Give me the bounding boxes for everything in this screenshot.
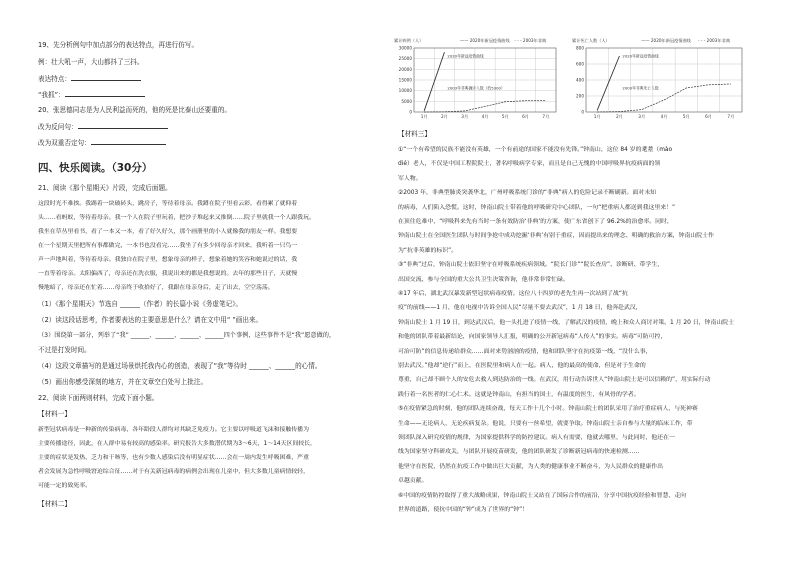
deaths-chart — [570, 36, 748, 124]
sub-question: （5）画出你感受深刻的地方，并在文章空白处写上批注。 — [38, 378, 208, 386]
question-20-rhetoric-line — [38, 122, 168, 131]
material-3-line: 为“抗非英雄的标识”。 — [398, 247, 458, 254]
x-tick-label: 6月 — [705, 114, 713, 119]
legend-entry: - - - 2003年非典 — [698, 38, 730, 43]
question-19-feature-line — [38, 74, 141, 83]
material-3-line: ①“一个有希望的民族不能没有英雄，一个有前途的国家不能没有先锋。”钟南山，这位 84 岁的耄耋（mào — [398, 147, 673, 153]
passage-line: 声一声地叫着，等待着母亲。我独自在院子里，想象母亲的样子，想象着她的笑容和她说过的话，我 — [38, 257, 298, 263]
confirmed-cases-chart — [392, 36, 562, 124]
x-tick-label: 3月 — [638, 114, 646, 119]
sub-question: （4）这段文章描写的是通过场景烘托我内心的创造，表现了“我”等待时 ______、______的心情。 — [38, 362, 322, 370]
series-line — [597, 84, 731, 112]
material-3-line: 的病毒，人们陷入恐慌。这时，钟南山院士带着他的呼吸研究中心团队，一句“把重病人都送到我这里来！” — [398, 204, 676, 211]
passage-line: 这段时光不难挨。我踢着一块破砖头，跳房子，等待着母亲。我蹲在院子里看云彩，看得累了就仰着 — [38, 201, 298, 207]
x-tick-label: 5月 — [501, 114, 509, 119]
answer-blank[interactable] — [71, 74, 141, 81]
material-3-line: 钟南山院士在全国医生团队与时间争抢中成功挖掘‘非典’有别于重症，因而提出来的理念、明确的救治方案，钟南山院士作 — [398, 233, 714, 240]
sub-question: （1）《那个星期天》节选自 ______（作者）的长篇小说《务虚笔记》。 — [38, 300, 243, 308]
x-tick-label: 2月 — [615, 114, 623, 119]
x-tick-label: 3月 — [461, 114, 469, 119]
material-3-line: ③“非典”过后，钟南山院士依旧坚守在呼吸系统疾病领域。“院长门诊”“院长查房”、诊断研、带学生， — [398, 262, 664, 269]
y-tick-label: 800 — [576, 45, 584, 51]
question-19: 19、先分析例句中加点部分的表达特点，再进行仿写。 — [38, 41, 199, 49]
right-column — [394, 0, 762, 562]
y-tick-label: 25000 — [398, 56, 412, 62]
sub-question: （3）围绕第一部分，列举了“我” ______、______、______、______四个事例，这些事件不是“我”愿意做的， — [38, 332, 336, 339]
answer-blank[interactable] — [91, 138, 166, 145]
material-3-line: 军人物。 — [398, 175, 422, 182]
answer-blank[interactable] — [65, 90, 145, 97]
material-3-line: ④17 年后，湖北武汉暴发新型冠状病毒疫情。这位八十四岁的老先生再一次站到了战“抗 — [398, 291, 628, 297]
x-tick-label: 1月 — [593, 114, 601, 119]
question-20-double-neg-line — [38, 138, 166, 147]
y-tick-label: 5000 — [401, 98, 412, 104]
material-3-line: 线为国家坚守科研攻关，与团队开展疫苗研发，他的团队研发了诊断新冠病毒的快速检测…… — [398, 449, 640, 456]
x-tick-label: 4月 — [660, 114, 668, 119]
x-tick-label: 2月 — [440, 114, 448, 119]
y-tick-label: 600 — [576, 61, 584, 67]
y-axis-label: 累计病例（人） — [394, 38, 424, 43]
material-3-line: 领团队深入研究疫情的规律，为国家提供科学的防控建议。病人有需要，他就去哪里，与此同时，他还在一 — [398, 435, 675, 441]
annotation: 2003年非典确诊人数（约5300） — [447, 85, 505, 91]
question-19-example: 例：壮大吼一声，大山都抖了三抖。 — [38, 58, 144, 66]
y-tick-label: 400 — [576, 77, 584, 83]
annotation: 2003年非典死亡人数 — [622, 85, 659, 91]
passage-line: 者会发展为急性呼吸窘迫综合征……对于有关新冠病毒的病例会出现在儿童中，但大多数儿童病情较轻， — [38, 469, 309, 475]
material-3-line: 世界的道路，使抗中国的“钟”成为了世界的“钟”！ — [398, 507, 529, 513]
annotation: 2020年新冠疫情曲线 — [447, 53, 484, 59]
series-line — [424, 101, 546, 112]
material-3-line: 尊重，自己却不顾个人的安危去救人到达防治的一线。在武汉，用行动告诉世人“钟南山院士是可以信赖的”，用实际行动 — [398, 377, 711, 384]
material-3-line: 出国交流、参与全国的重大公共卫生决策咨询，他非常非常忙碌。 — [398, 276, 569, 283]
sub-question: 不过是打发时间。 — [38, 346, 91, 354]
y-tick-label: 15000 — [398, 77, 412, 83]
legend-entry: —— 2020年新冠疫情曲线 — [460, 38, 510, 43]
y-tick-label: 10000 — [398, 88, 412, 94]
passage-line: 新型冠状病毒是一种新的传染病毒，各年龄段人群均对其缺乏免疫力。它主要以呼吸道飞沫和接触传播为 — [38, 427, 309, 433]
material-3-line: 卓越贡献。 — [398, 478, 428, 485]
question-19-imitate-line — [38, 90, 145, 99]
material-3-line: 他坚守在医院，仍然在抗疫工作中做出巨大贡献，为人类的健康事业不断奋斗，为人民群众的健康作出 — [398, 463, 664, 470]
x-tick-label: 7月 — [542, 114, 550, 119]
x-tick-label: 5月 — [682, 114, 690, 119]
y-tick-label: 30000 — [398, 45, 412, 51]
material-3-label: 【材料三】 — [398, 130, 431, 138]
section-4-heading: 四、快乐阅读。（30分） — [38, 162, 153, 174]
material-3-line: 疫”的前线——1 月，他在电视中告诉全国人民“尽量不要去武汉”，1 月 18 日，他奔赴武汉， — [398, 305, 642, 312]
legend-entry: —— 2020年新冠疫情曲线 — [641, 38, 691, 43]
question-22: 22、阅读下面两则材料，完成下面小题。 — [38, 394, 159, 402]
material-3-line: 和他的团队带着最新结论，向国家领导人汇报，明确的公开新冠病毒“人传人”的事实。病毒“可防可控， — [398, 334, 667, 341]
imitate-label: “我抓”： — [38, 91, 65, 99]
material-1-label: 【材料一】 — [38, 410, 71, 418]
passage-line: 在一个星期天里把所有事都做完，一本书也没看完……我坐了有多少回母亲才回来，我听着一只鸟一 — [38, 243, 298, 249]
material-3-line: ⑤在疫情紧急的时刻，他的团队连续奋战，每天工作十几个小时。钟南山院士的团队采用了治疗重症病人，与死神赛 — [398, 406, 698, 413]
question-20: 20、张思德同志是为人民利益而死的，他的死是比泰山还要重的。 — [38, 106, 232, 114]
chart-svg — [392, 36, 562, 124]
rhetoric-label: 改为反问句： — [38, 123, 78, 131]
sub-question: （2）读这段话思考，作者要表达的主要意思是什么？请在文中用“ ”画出来。 — [38, 316, 263, 324]
y-tick-label: 20000 — [398, 66, 412, 72]
legend-entry: - - - 2003年非典 — [514, 38, 547, 43]
x-tick-label: 7月 — [727, 114, 735, 119]
material-3-line: 可治可防”的信息传递给群众……面对来势汹汹的疫情，他和团队坚守在抗疫第一线，“没什么事， — [398, 348, 652, 355]
y-axis-label: 累计死亡人数（人） — [572, 38, 610, 43]
material-3-line: 在顶住危难中，“呼吸科来先有当时一条有效防治‘非典’的方案，使广东省创下了 96.2%的治愈率。同时， — [398, 219, 673, 225]
material-3-line: 践行着一名医者的仁心仁术。这就是钟南山，有担当的国士，有温度的医生，有风骨的学者。 — [398, 391, 640, 398]
chart-svg — [570, 36, 748, 124]
y-tick-label: 200 — [576, 93, 584, 99]
x-tick-label: 6月 — [522, 114, 530, 119]
left-column — [38, 0, 368, 562]
material-3-line: 别去武汉。”他却“逆行”而上，在医院里和病人在一起。病人，他的最高的使命，但是对于生命的 — [398, 363, 646, 369]
passage-line: 头……看蚂蚁，等待着母亲。我一个人在院子里玩着，把沙子堆起来又推倒……院子里就我一个人跟我玩。 — [38, 215, 315, 221]
passage-line: 慢地暗了，母亲还在忙着……母亲终于收拾好了，我跟在母亲身后，走了出去，空空荡荡。 — [38, 285, 274, 291]
material-3-line: 钟南山院士 1 月 19 日，到达武汉后，他一头扎进了疫情一线，了解武汉的疫情，晚上和众人商讨对策。1 月 20 日，钟南山院士 — [398, 319, 735, 326]
passage-line: 主要的症状是发热、乏力和干咳等，也有少数人感染后没有明显症状……会在一周内发生呼吸困难，严重 — [38, 455, 309, 461]
passage-line: 一直等着母亲。太阳偏西了，母亲还在洗衣服，我说出来的都是我想说的。去年的那些日子，天就慢 — [38, 271, 298, 277]
material-2-label: 【材料二】 — [38, 500, 71, 508]
feature-label: 表达特点： — [38, 75, 71, 83]
material-3-line: 生命——无论病人，无论疾病复杂。他说，只要有一丝希望，就要争取。钟南山院士亲自参与大量的临床工作，带 — [398, 420, 693, 427]
material-3-line: dié）老人，不仅是中国工程院院士，著名呼吸病学专家，而且是自己无愧的中国呼吸界抗疫病面的领 — [398, 161, 661, 168]
answer-blank[interactable] — [78, 122, 168, 129]
annotation: 2020年新冠疫情曲线 — [622, 53, 659, 59]
x-tick-label: 4月 — [481, 114, 489, 119]
passage-line: 我坐在草丛里看书，看了一本又一本，看了好久好久，那个画册里的小人就像我的朋友一样。我想要 — [38, 229, 298, 235]
passage-line: 可能一定的致死率。 — [38, 483, 92, 489]
material-3-line: ②2003 年，非典型肺炎突袭华北，广州呼吸系统门诊的“非典”病人的危险记录不断刷新。面对未知 — [398, 190, 656, 197]
passage-line: 主要传播途径，因此，在人群中易有较高的感染率。研究报告大多数潜伏期为3～6天，1～14天区间较长， — [38, 441, 316, 447]
y-tick-label: 0 — [581, 109, 584, 115]
question-21: 21、阅读《那个星期天》片段，完成后面题。 — [38, 184, 172, 192]
x-tick-label: 1月 — [420, 114, 428, 119]
material-3-line: ⑥中国的疫情防控取得了重大战略成果，钟南山院士又站在了国际合作的前沿，分享中国抗疫经验和智慧，走向 — [398, 492, 687, 499]
double-neg-label: 改为双重否定句： — [38, 139, 91, 147]
y-tick-label: 0 — [409, 109, 412, 115]
